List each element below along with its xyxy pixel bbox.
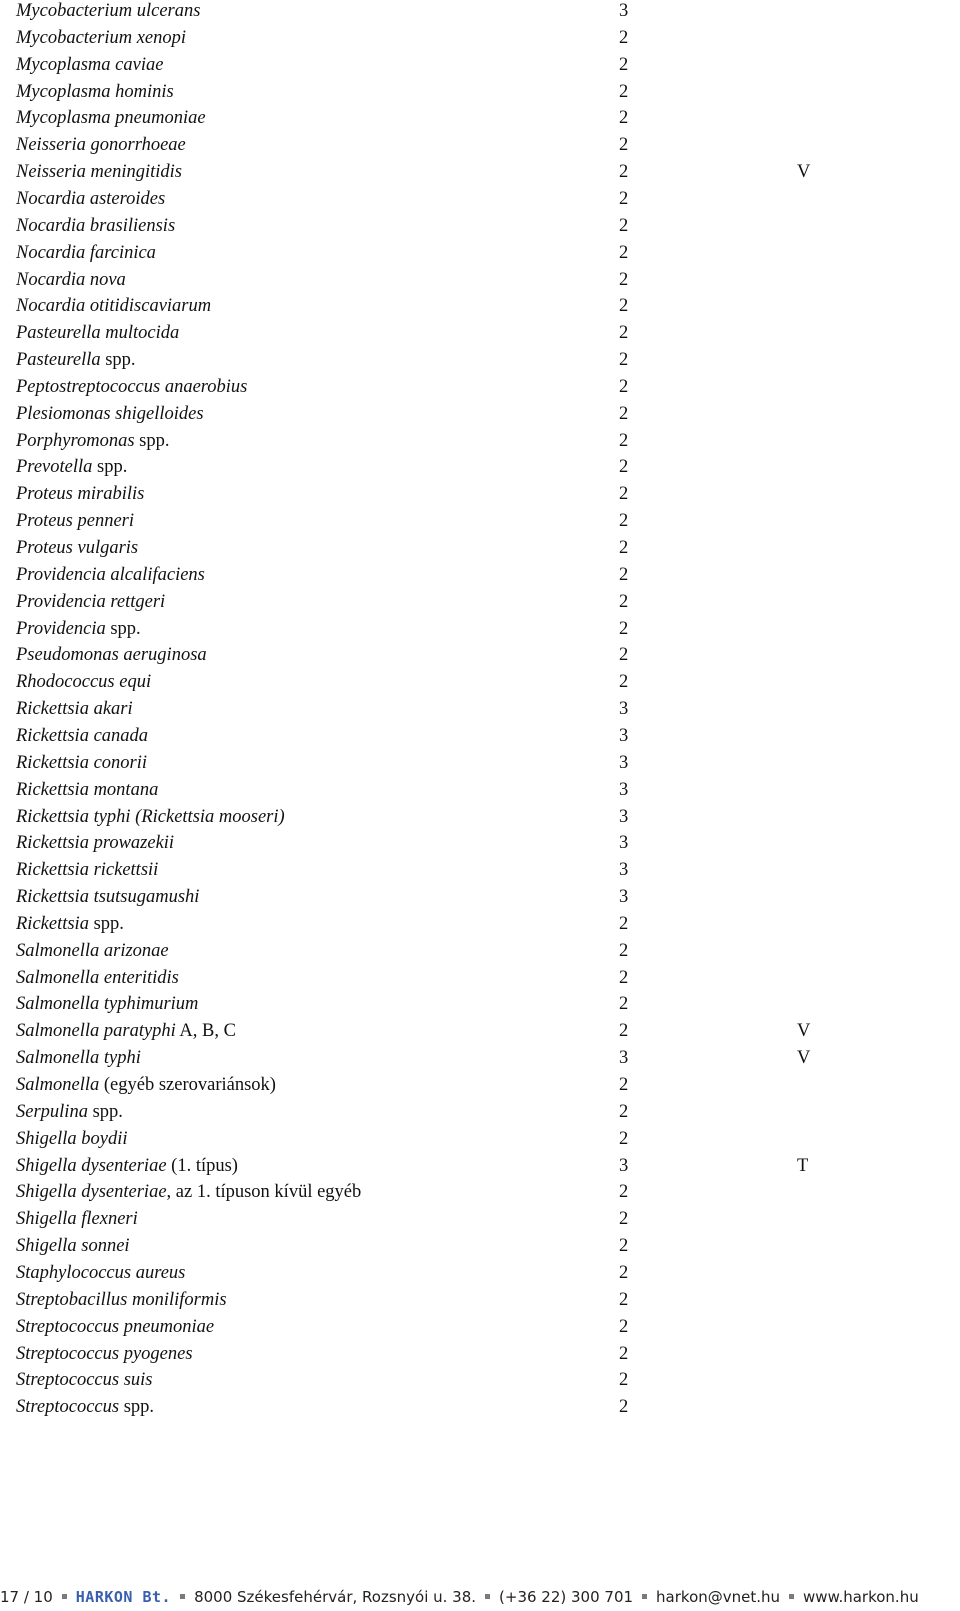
risk-group: 2 bbox=[619, 54, 629, 75]
separator-dot-icon bbox=[642, 1594, 647, 1599]
organism-species: Peptostreptococcus anaerobius bbox=[16, 376, 248, 397]
organism-species: Shigella sonnei bbox=[16, 1236, 130, 1257]
table-row bbox=[0, 350, 960, 377]
table-row bbox=[0, 538, 960, 565]
organism-name bbox=[16, 672, 151, 692]
organism-qualifier: spp. bbox=[88, 913, 124, 934]
table-row bbox=[0, 753, 960, 780]
organism-qualifier: (1. típus) bbox=[166, 1155, 238, 1176]
organism-species: Salmonella enteritidis bbox=[16, 967, 179, 988]
risk-group: 3 bbox=[619, 1155, 629, 1176]
organism-species: Streptococcus suis bbox=[16, 1370, 153, 1391]
table-row bbox=[0, 1263, 960, 1290]
table-row bbox=[0, 1236, 960, 1263]
separator-dot-icon bbox=[62, 1594, 67, 1599]
organism-species: Shigella boydii bbox=[16, 1128, 128, 1149]
risk-group: 3 bbox=[619, 1048, 629, 1069]
organism-species: Pasteurella multocida bbox=[16, 323, 180, 344]
organism-name bbox=[16, 699, 133, 719]
organism-name bbox=[16, 941, 169, 961]
organism-name bbox=[16, 457, 127, 477]
organism-species: Nocardia nova bbox=[16, 269, 126, 290]
organism-name bbox=[16, 135, 186, 155]
table-row bbox=[0, 833, 960, 860]
risk-group: 2 bbox=[619, 645, 629, 666]
risk-group: 2 bbox=[619, 538, 629, 558]
table-row bbox=[0, 1209, 960, 1236]
organism-name bbox=[16, 1290, 227, 1310]
organism-name bbox=[16, 753, 147, 773]
separator-dot-icon bbox=[180, 1594, 185, 1599]
risk-group: 2 bbox=[619, 913, 629, 934]
risk-group: 2 bbox=[619, 1075, 629, 1095]
organism-species: Neisseria meningitidis bbox=[16, 162, 182, 183]
table-row bbox=[0, 1397, 960, 1424]
table-row bbox=[0, 1317, 960, 1344]
organism-species: Mycobacterium xenopi bbox=[16, 27, 187, 48]
footer-email-link[interactable]: harkon@vnet.hu bbox=[656, 1588, 781, 1606]
risk-group: 3 bbox=[619, 887, 629, 908]
risk-group: 3 bbox=[619, 860, 629, 881]
risk-group: 2 bbox=[619, 215, 629, 236]
organism-name bbox=[16, 1048, 141, 1068]
organism-name bbox=[16, 645, 207, 665]
table-row bbox=[0, 968, 960, 995]
risk-group: 2 bbox=[619, 1101, 629, 1122]
organism-species: Pasteurella bbox=[16, 350, 101, 371]
table-row bbox=[0, 1156, 960, 1183]
organism-name bbox=[16, 28, 186, 48]
organism-species: Rhodococcus equi bbox=[16, 672, 152, 693]
table-row bbox=[0, 108, 960, 135]
table-row bbox=[0, 1102, 960, 1129]
table-row bbox=[0, 404, 960, 431]
organism-name bbox=[16, 108, 206, 128]
risk-group: 2 bbox=[619, 457, 629, 478]
organism-name bbox=[16, 1156, 238, 1176]
organism-species: Serpulina bbox=[16, 1101, 88, 1122]
organism-name bbox=[16, 592, 165, 612]
company-logo: HARKON Bt. bbox=[75, 1588, 172, 1606]
organism-species: Prevotella bbox=[16, 457, 93, 478]
note-marker: V bbox=[797, 162, 811, 183]
table-row bbox=[0, 189, 960, 216]
organism-species: Streptococcus pyogenes bbox=[16, 1343, 193, 1364]
risk-group: 2 bbox=[619, 564, 629, 585]
organism-species: Providencia bbox=[16, 618, 106, 639]
organism-qualifier: A, B, C bbox=[175, 1021, 236, 1042]
organism-species: Shigella dysenteriae bbox=[16, 1182, 167, 1203]
risk-group: 2 bbox=[619, 81, 629, 102]
organism-name bbox=[16, 404, 204, 424]
risk-group: 3 bbox=[619, 779, 629, 800]
organism-name bbox=[16, 162, 182, 182]
organism-species: Shigella dysenteriae bbox=[16, 1155, 167, 1176]
table-row bbox=[0, 994, 960, 1021]
risk-group: 2 bbox=[619, 591, 629, 612]
organism-species: Streptobacillus moniliformis bbox=[16, 1289, 227, 1310]
organism-name bbox=[16, 860, 158, 880]
risk-group: 2 bbox=[619, 1289, 629, 1310]
organism-qualifier: spp. bbox=[92, 457, 128, 478]
organism-species: Streptococcus pneumoniae bbox=[16, 1316, 215, 1337]
organism-name bbox=[16, 1075, 276, 1095]
organism-name bbox=[16, 323, 179, 343]
separator-dot-icon bbox=[789, 1594, 794, 1599]
risk-group: 2 bbox=[619, 269, 629, 290]
risk-group: 2 bbox=[619, 242, 629, 263]
table-row bbox=[0, 270, 960, 297]
table-row bbox=[0, 941, 960, 968]
footer-address: 8000 Székesfehérvár, Rozsnyói u. 38. bbox=[194, 1588, 477, 1606]
risk-group: 2 bbox=[619, 430, 629, 451]
organism-species: Salmonella bbox=[16, 1075, 100, 1095]
risk-group: 2 bbox=[619, 511, 629, 532]
risk-group: 2 bbox=[619, 1209, 629, 1230]
organism-name bbox=[16, 189, 165, 209]
table-row bbox=[0, 860, 960, 887]
table-row bbox=[0, 807, 960, 834]
separator-dot-icon bbox=[485, 1594, 490, 1599]
table-row bbox=[0, 82, 960, 109]
table-row bbox=[0, 55, 960, 82]
organism-name bbox=[16, 511, 134, 531]
risk-group: 2 bbox=[619, 1128, 629, 1149]
organism-qualifier: spp. bbox=[134, 430, 170, 451]
organism-qualifier: spp. bbox=[119, 1397, 155, 1418]
table-row bbox=[0, 135, 960, 162]
note-marker: V bbox=[797, 1048, 811, 1069]
organism-species: Mycoplasma hominis bbox=[16, 81, 174, 102]
table-row bbox=[0, 1370, 960, 1397]
organism-name bbox=[16, 270, 126, 290]
table-row bbox=[0, 216, 960, 243]
note-marker: V bbox=[797, 1021, 811, 1042]
risk-group: 3 bbox=[619, 1, 629, 21]
risk-group: 2 bbox=[619, 350, 629, 371]
organism-species: Neisseria gonorrhoeae bbox=[16, 135, 186, 156]
organism-species: Nocardia brasiliensis bbox=[16, 215, 176, 236]
table-row bbox=[0, 296, 960, 323]
risk-group: 3 bbox=[619, 806, 629, 827]
risk-group: 2 bbox=[619, 994, 629, 1015]
risk-group: 2 bbox=[619, 940, 629, 961]
table-row bbox=[0, 780, 960, 807]
note-marker: T bbox=[797, 1155, 809, 1176]
organism-name bbox=[16, 1102, 123, 1122]
organism-name bbox=[16, 914, 124, 934]
table-row bbox=[0, 672, 960, 699]
organism-species: Streptococcus bbox=[16, 1397, 120, 1418]
organism-name bbox=[16, 538, 138, 558]
organism-name bbox=[16, 1370, 153, 1390]
organism-name bbox=[16, 1317, 214, 1337]
organism-species: Providencia rettgeri bbox=[16, 591, 166, 612]
table-row bbox=[0, 726, 960, 753]
organism-name bbox=[16, 1263, 185, 1283]
risk-group: 2 bbox=[619, 27, 629, 48]
page-number: 17 / 10 bbox=[0, 1588, 53, 1606]
risk-group: 2 bbox=[619, 162, 629, 183]
organism-name bbox=[16, 55, 163, 75]
organism-species: Providencia alcalifaciens bbox=[16, 564, 205, 585]
organism-qualifier: , az 1. típuson kívül egyéb bbox=[166, 1182, 362, 1203]
organism-qualifier: spp. bbox=[87, 1101, 123, 1122]
organism-name bbox=[16, 82, 174, 102]
table-row bbox=[0, 28, 960, 55]
organism-species: Mycobacterium ulcerans bbox=[16, 1, 201, 21]
table-row bbox=[0, 699, 960, 726]
organism-species: Porphyromonas bbox=[16, 430, 135, 451]
risk-group: 2 bbox=[619, 1370, 629, 1391]
table-row bbox=[0, 1048, 960, 1075]
risk-group: 3 bbox=[619, 699, 629, 720]
organism-species: Rickettsia rickettsii bbox=[16, 860, 159, 881]
table-row bbox=[0, 914, 960, 941]
organism-name bbox=[16, 377, 247, 397]
footer-phone: (+36 22) 300 701 bbox=[499, 1588, 634, 1606]
risk-group: 2 bbox=[619, 1236, 629, 1257]
table-row bbox=[0, 162, 960, 189]
table-row bbox=[0, 887, 960, 914]
organism-species: Staphylococcus aureus bbox=[16, 1262, 186, 1283]
table-row bbox=[0, 511, 960, 538]
table-row bbox=[0, 592, 960, 619]
organism-species: Salmonella typhi bbox=[16, 1048, 141, 1069]
table-row bbox=[0, 243, 960, 270]
risk-group: 2 bbox=[619, 484, 629, 505]
risk-group: 2 bbox=[619, 1182, 629, 1203]
organism-name bbox=[16, 1344, 193, 1364]
risk-group: 2 bbox=[619, 323, 629, 344]
organism-name bbox=[16, 1209, 138, 1229]
organism-species: Nocardia farcinica bbox=[16, 242, 156, 263]
table-row bbox=[0, 457, 960, 484]
organism-name bbox=[16, 565, 205, 585]
table-row bbox=[0, 619, 960, 646]
organism-name bbox=[16, 994, 198, 1014]
risk-group: 2 bbox=[619, 1397, 629, 1418]
table-row bbox=[0, 1182, 960, 1209]
page-footer bbox=[0, 1588, 960, 1611]
organism-species: Salmonella typhimurium bbox=[16, 994, 199, 1015]
table-row bbox=[0, 1, 960, 28]
risk-group: 2 bbox=[619, 188, 629, 209]
organism-name bbox=[16, 726, 148, 746]
organism-name bbox=[16, 216, 175, 236]
organism-species: Pseudomonas aeruginosa bbox=[16, 645, 207, 666]
table-row bbox=[0, 1290, 960, 1317]
organism-species: Rickettsia prowazekii bbox=[16, 833, 175, 854]
table-row bbox=[0, 431, 960, 458]
organism-name bbox=[16, 1129, 128, 1149]
organism-species: Rickettsia conorii bbox=[16, 752, 148, 773]
organism-species: Proteus vulgaris bbox=[16, 538, 139, 558]
risk-group: 2 bbox=[619, 403, 629, 424]
organism-species: Salmonella arizonae bbox=[16, 940, 169, 961]
organism-species: Nocardia asteroides bbox=[16, 188, 166, 209]
organism-species: Rickettsia typhi (Rickettsia mooseri) bbox=[16, 806, 285, 827]
organism-qualifier: spp. bbox=[105, 618, 141, 639]
organism-species: Rickettsia canada bbox=[16, 725, 149, 746]
risk-group: 2 bbox=[619, 618, 629, 639]
footer-website-link[interactable]: www.harkon.hu bbox=[803, 1588, 919, 1606]
organism-qualifier: spp. bbox=[100, 350, 136, 371]
organism-name bbox=[16, 484, 144, 504]
organism-name bbox=[16, 968, 179, 988]
organism-name bbox=[16, 296, 211, 316]
organism-name bbox=[16, 780, 158, 800]
organism-species: Mycoplasma pneumoniae bbox=[16, 108, 206, 129]
organism-name bbox=[16, 833, 174, 853]
organism-name bbox=[16, 807, 285, 827]
table-row bbox=[0, 1344, 960, 1371]
table-row bbox=[0, 377, 960, 404]
table-row bbox=[0, 1129, 960, 1156]
organism-name bbox=[16, 1397, 154, 1417]
organism-species: Shigella flexneri bbox=[16, 1209, 138, 1230]
organism-name bbox=[16, 1236, 130, 1256]
organism-species: Rickettsia bbox=[16, 913, 89, 934]
organism-name bbox=[16, 350, 136, 370]
organism-name bbox=[16, 1021, 236, 1041]
risk-group: 2 bbox=[619, 1343, 629, 1364]
risk-group: 3 bbox=[619, 752, 629, 773]
organism-species: Mycoplasma caviae bbox=[16, 54, 164, 75]
table-row bbox=[0, 1075, 960, 1102]
organism-name bbox=[16, 1, 200, 21]
risk-group: 3 bbox=[619, 725, 629, 746]
risk-group: 3 bbox=[619, 833, 629, 854]
risk-group: 2 bbox=[619, 296, 629, 317]
organism-species: Rickettsia akari bbox=[16, 699, 133, 720]
organism-species: Rickettsia montana bbox=[16, 779, 159, 800]
organism-species: Rickettsia tsutsugamushi bbox=[16, 887, 200, 908]
table-row bbox=[0, 323, 960, 350]
organism-species: Proteus penneri bbox=[16, 511, 135, 532]
organism-name bbox=[16, 243, 156, 263]
risk-group: 2 bbox=[619, 1021, 629, 1042]
organism-name bbox=[16, 1182, 361, 1202]
risk-group: 2 bbox=[619, 376, 629, 397]
organism-qualifier: (egyéb szerovariánsok) bbox=[99, 1075, 276, 1095]
risk-group: 2 bbox=[619, 967, 629, 988]
risk-group: 2 bbox=[619, 1316, 629, 1337]
risk-group: 2 bbox=[619, 108, 629, 129]
organism-name bbox=[16, 431, 170, 451]
organism-name bbox=[16, 887, 199, 907]
risk-group: 2 bbox=[619, 135, 629, 156]
organism-species: Salmonella paratyphi bbox=[16, 1021, 176, 1042]
table-row bbox=[0, 484, 960, 511]
organism-species: Nocardia otitidiscaviarum bbox=[16, 296, 212, 317]
organism-species: Proteus mirabilis bbox=[16, 484, 145, 505]
risk-group: 2 bbox=[619, 672, 629, 693]
risk-group: 2 bbox=[619, 1262, 629, 1283]
organism-species: Plesiomonas shigelloides bbox=[16, 403, 204, 424]
table-row bbox=[0, 565, 960, 592]
organism-name bbox=[16, 619, 141, 639]
table-row bbox=[0, 645, 960, 672]
table-row bbox=[0, 1021, 960, 1048]
